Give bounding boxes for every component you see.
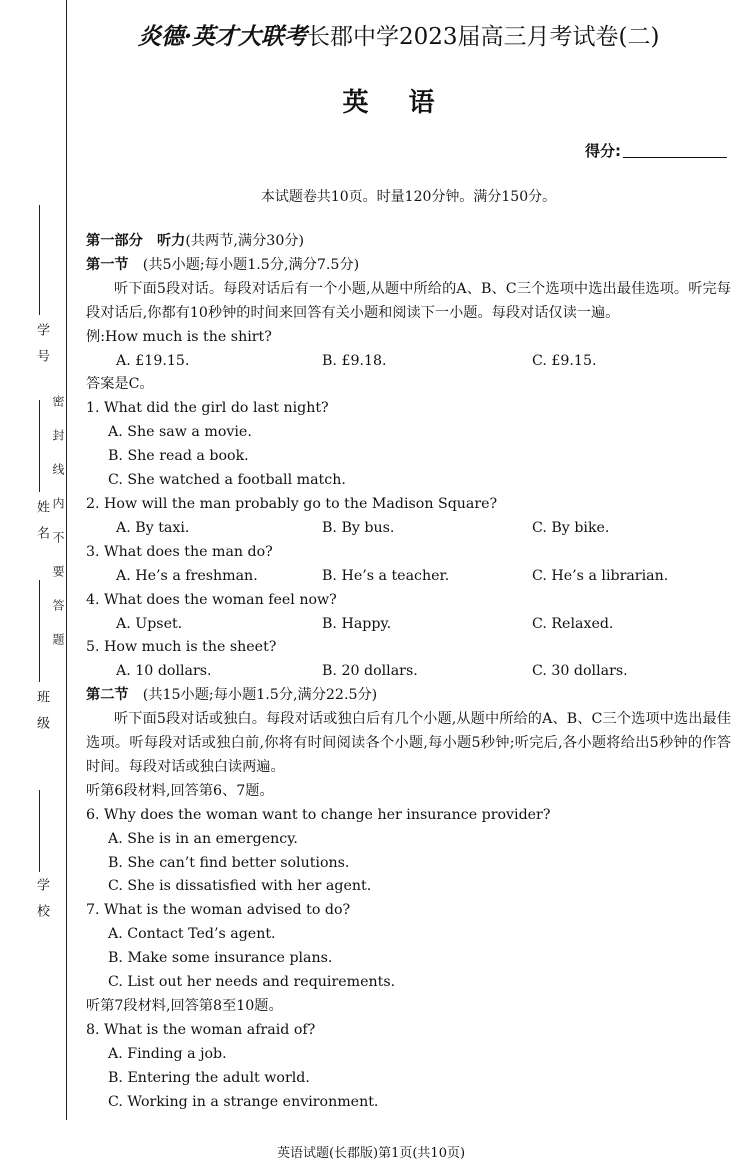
score-blank[interactable] — [623, 157, 727, 158]
option: B. He’s a teacher. — [322, 567, 450, 584]
question-3-options — [86, 565, 731, 589]
option: A. She saw a movie. — [108, 424, 252, 441]
option: B. Make some insurance plans. — [108, 950, 333, 967]
option: B. Entering the adult world. — [108, 1069, 310, 1086]
seal-line — [66, 0, 67, 1120]
option: C. 30 dollars. — [532, 663, 628, 680]
option: A. Upset. — [116, 615, 183, 632]
material-7-note: 听第7段材料,回答第8至10题。 — [86, 998, 283, 1014]
question-6: 6. Why does the woman want to change her insurance provider? — [86, 806, 551, 823]
option: A. He’s a freshman. — [116, 567, 258, 584]
option: B. £9.18. — [322, 352, 387, 369]
option: C. £9.15. — [532, 352, 597, 369]
sec2-instructions: 听下面5段对话或独白。每段对话或独白后有几个小题,从题中所给的A、B、C三个选项中选出最佳选项。听每段对话或独白前,你将有时间阅读各个小题,每小题5秒钟;听完后,各小题将给出5秒钟的作答时间。每段对话或独白读两遍。 — [86, 711, 731, 775]
option: C. She is dissatisfied with her agent. — [108, 878, 372, 895]
part1-heading: 第一部分 听力 — [86, 233, 186, 249]
sec2-note: (共15小题;每小题1.5分,满分22.5分) — [142, 687, 378, 704]
question-1: 1. What did the girl do last night? — [86, 400, 329, 417]
sec2-heading: 第二节 — [86, 687, 129, 704]
question-4-options — [86, 613, 731, 637]
question-2-options — [86, 517, 731, 541]
option: C. Working in a strange environment. — [108, 1093, 379, 1110]
question-2: 2. How will the man probably go to the Madison Square? — [86, 495, 498, 512]
example-answer: 答案是C。 — [86, 376, 154, 393]
option: C. Relaxed. — [532, 615, 614, 632]
option: C. He’s a librarian. — [532, 567, 669, 584]
score-label: 得分: — [585, 142, 621, 160]
option: B. Happy. — [322, 615, 392, 632]
option: B. She can’t find better solutions. — [108, 854, 350, 871]
option: B. 20 dollars. — [322, 663, 418, 680]
option: A. Contact Ted’s agent. — [108, 926, 276, 943]
part1-note: (共两节,满分30分) — [185, 233, 305, 249]
option: B. She read a book. — [108, 448, 249, 465]
example-question: 例:How much is the shirt? — [86, 328, 272, 345]
exam-intro: 本试题卷共10页。时量120分钟。满分150分。 — [260, 189, 557, 205]
page-footer: 英语试题(长郡版)第1页(共10页) — [276, 1146, 466, 1161]
option: B. By bus. — [322, 519, 395, 536]
question-5: 5. How much is the sheet? — [86, 639, 277, 656]
class-field[interactable] — [8, 580, 52, 760]
title-rest: 长郡中学2023届高三月考试卷(二) — [307, 24, 660, 50]
question-5-options — [86, 660, 731, 684]
question-4: 4. What does the woman feel now? — [86, 591, 337, 608]
question-7: 7. What is the woman advised to do? — [86, 902, 351, 919]
class-label: 班 级 — [34, 690, 49, 729]
option: A. 10 dollars. — [116, 663, 212, 680]
brand-logo-text: 炎德·英才大联考 — [138, 23, 308, 50]
listening-section — [86, 230, 731, 1115]
option: C. List out her needs and requirements. — [108, 974, 396, 991]
score-field[interactable] — [585, 140, 727, 161]
seal-line-warning: 密封线内不要答题 — [51, 395, 65, 667]
sec1-heading: 第一节 — [86, 256, 129, 273]
example-options — [86, 350, 731, 374]
name-field[interactable] — [8, 400, 52, 560]
student-number-label: 学 号 — [34, 323, 49, 362]
subject-title: 英语 — [342, 88, 475, 118]
school-field[interactable] — [8, 790, 52, 930]
question-8: 8. What is the woman afraid of? — [86, 1021, 316, 1038]
option: A. By taxi. — [116, 519, 190, 536]
option: C. She watched a football match. — [108, 472, 346, 489]
student-number-field[interactable] — [8, 205, 52, 385]
sec1-note: (共5小题;每小题1.5分,满分7.5分) — [142, 256, 360, 273]
option: C. By bike. — [532, 519, 610, 536]
option: A. £19.15. — [116, 352, 190, 369]
exam-title — [138, 18, 660, 51]
school-label: 学 校 — [34, 878, 49, 917]
question-3: 3. What does the man do? — [86, 543, 273, 560]
option: A. Finding a job. — [108, 1045, 227, 1062]
name-label: 姓 名 — [34, 500, 49, 539]
option: A. She is in an emergency. — [108, 830, 298, 847]
binding-margin — [0, 0, 80, 1175]
sec1-instructions: 听下面5段对话。每段对话后有一个小题,从题中所给的A、B、C三个选项中选出最佳选项。听完每段对话后,你都有10秒钟的时间来回答有关小题和阅读下一小题。每段对话仅读一遍。 — [86, 280, 731, 321]
material-6-note: 听第6段材料,回答第6、7题。 — [86, 782, 274, 799]
